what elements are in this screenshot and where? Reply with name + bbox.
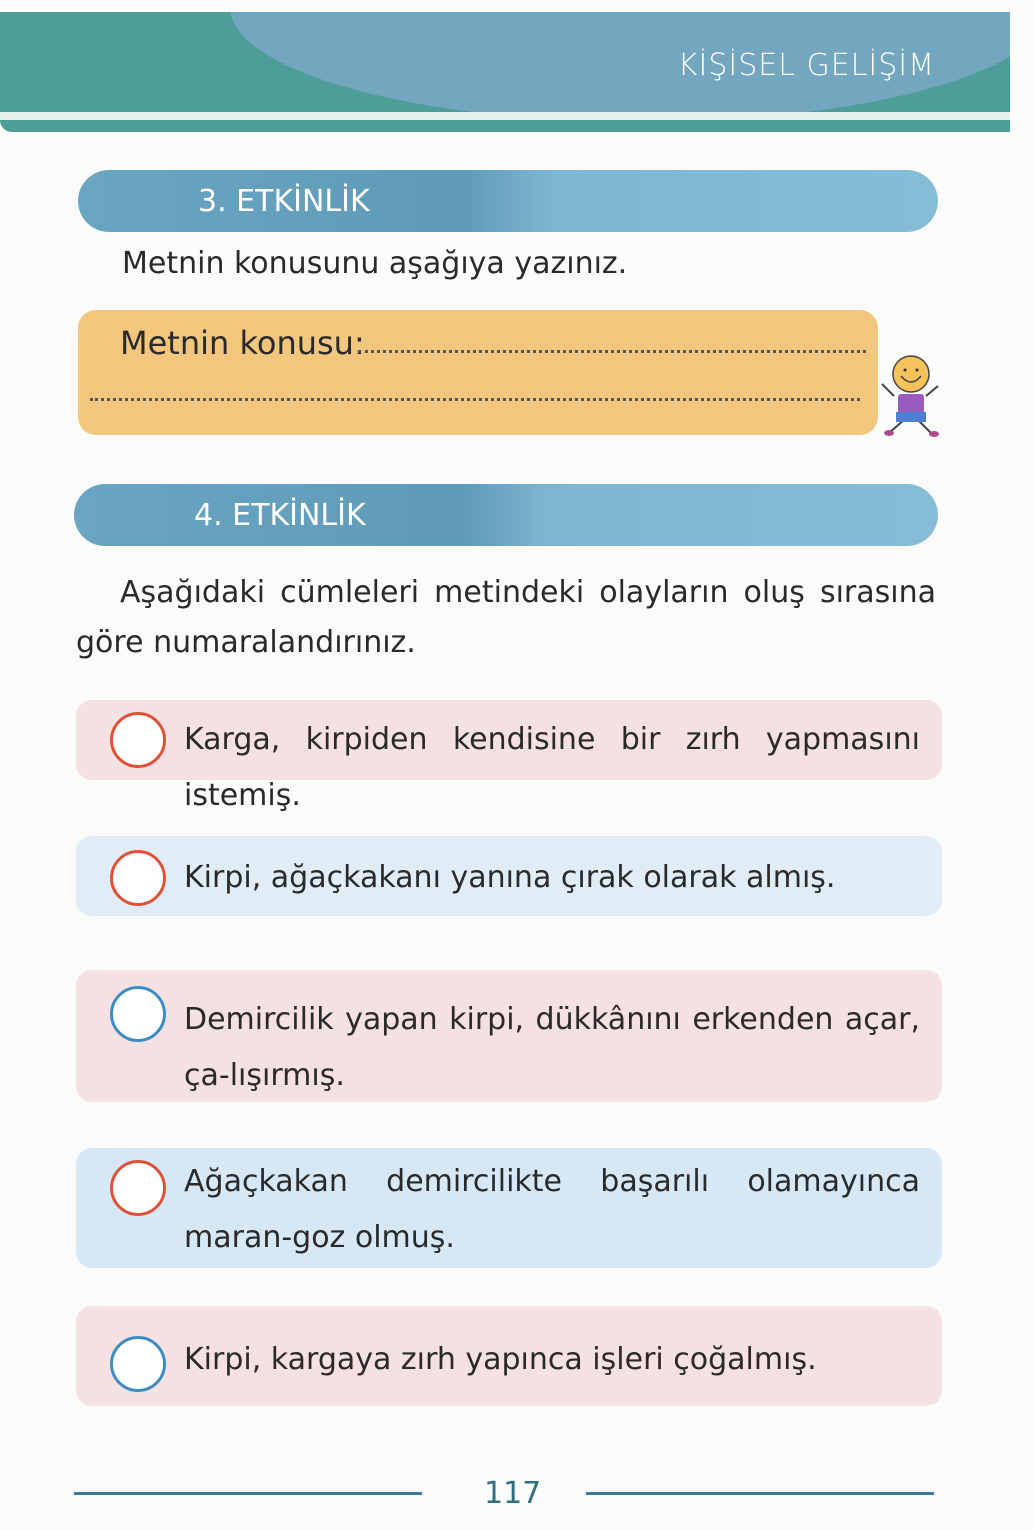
answer-line[interactable] <box>358 350 866 353</box>
header-stripe <box>0 120 1010 132</box>
footer-line <box>586 1492 934 1495</box>
number-circle-input[interactable] <box>110 1336 166 1392</box>
number-circle-input[interactable] <box>110 1160 166 1216</box>
header-stripe <box>0 112 1010 120</box>
list-item <box>76 836 942 916</box>
topic-label: Metnin konusu: <box>120 324 365 362</box>
list-item <box>76 700 942 813</box>
list-item <box>76 1306 942 1406</box>
page-header-band <box>0 12 1010 112</box>
item-text: Kirpi, ağaçkakanı yanına çırak olarak almış. <box>184 860 836 895</box>
page-number: 117 <box>484 1476 542 1511</box>
child-illustration-icon <box>876 348 946 440</box>
item-text: Karga, kirpiden kendisine bir zırh yapmasını istemiş. <box>184 722 920 813</box>
activity-4-heading <box>74 484 938 546</box>
footer-line <box>74 1492 422 1495</box>
item-text: Kirpi, kargaya zırh yapınca işleri çoğalmış. <box>184 1342 817 1377</box>
activity-4-instruction: Aşağıdaki cümleleri metindeki olayların oluş sırasına göre numaralandırınız. <box>76 575 936 660</box>
activity-3-heading <box>78 170 938 232</box>
section-title: KİŞİSEL GELİŞİM <box>677 48 935 83</box>
number-circle-input[interactable] <box>110 712 166 768</box>
list-item <box>76 970 942 1102</box>
topic-answer-box <box>78 310 878 435</box>
item-text: Ağaçkakan demircilikte başarılı olamayınca maran-goz olmuş. <box>184 1164 920 1255</box>
item-text: Demircilik yapan kirpi, dükkânını erkenden açar, ça-lışırmış. <box>184 1002 920 1093</box>
answer-line[interactable] <box>90 398 860 401</box>
list-item <box>76 1148 942 1268</box>
activity-3-heading-text: 3. ETKİNLİK <box>198 184 370 219</box>
activity-3-instruction: Metnin konusunu aşağıya yazınız. <box>122 246 628 281</box>
activity-4-heading-text: 4. ETKİNLİK <box>194 498 366 533</box>
number-circle-input[interactable] <box>110 850 166 906</box>
number-circle-input[interactable] <box>110 986 166 1042</box>
